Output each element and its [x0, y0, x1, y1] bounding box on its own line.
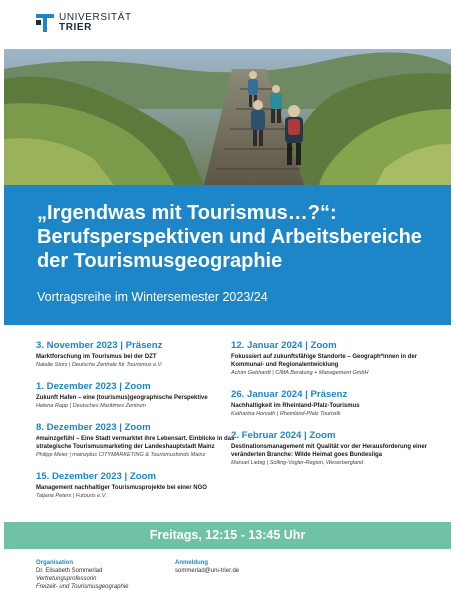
event-speaker: Natalie Stors | Deutsche Zentrale für Tourismus e.V.: [36, 362, 163, 368]
event-title: Management nachhaltiger Tourismusprojekte bei einer NGO: [36, 485, 207, 491]
event-speaker: Manuel Liebig | Solling-Vogler-Region, Weserbergland: [231, 460, 364, 466]
event-date: 8. Dezember 2023 | Zoom: [36, 422, 151, 433]
event-title: #mainzgefühl – Eine Stadt vermarktet ihre Lebensart. Einblicke in das strategische Tourismusmarketing der Landeshauptstadt Mainz: [36, 436, 235, 450]
organisation-heading: Organisation: [36, 560, 74, 566]
event-date: 1. Dezember 2023 | Zoom: [36, 381, 151, 392]
event-item: [231, 340, 446, 377]
event-item: [231, 430, 446, 467]
event-item: [231, 389, 446, 418]
event-title: Nachhaltigkeit im Rheinland-Pfalz-Tourismus: [231, 403, 360, 409]
event-title: Destinationsmanagement mit Qualität vor der Herausforderung einer veränderten Branche: Wilde Heimat goes Bundesliga: [231, 444, 428, 458]
event-date: 15. Dezember 2023 | Zoom: [36, 471, 156, 482]
event-title: Zukunft Hafen – eine (tourismus)geographische Perspektive: [36, 395, 208, 401]
event-date: 3. November 2023 | Präsenz: [36, 340, 163, 351]
event-date: 12. Januar 2024 | Zoom: [231, 340, 337, 351]
organisation-name: Dr. Elisabeth Sommerlad: [36, 568, 103, 574]
time-bar: [4, 522, 451, 549]
event-date: 2. Februar 2024 | Zoom: [231, 430, 336, 441]
event-item: [36, 381, 236, 410]
event-speaker: Tatjana Peters | Futouris e.V.: [36, 493, 107, 499]
events-right-column: [231, 340, 446, 479]
registration-block: [175, 559, 239, 575]
registration-heading: Anmeldung: [175, 560, 208, 566]
organisation-role: Vertretungsprofessorin: [36, 576, 97, 582]
university-logo: [36, 13, 132, 33]
event-item: [36, 471, 236, 500]
hikers-photo: [4, 49, 451, 185]
event-title: Fokussiert auf zukunftsfähige Standorte – Geograph*innen in der Kommunal- und Regionalentwicklung: [231, 354, 418, 368]
event-item: [36, 422, 236, 459]
organisation-department: Freizeit- und Tourismusgeographie: [36, 584, 129, 590]
event-title: Marktforschung im Tourismus bei der DZT: [36, 354, 157, 360]
event-date: 26. Januar 2024 | Präsenz: [231, 389, 348, 400]
university-logo-icon: [36, 14, 54, 32]
event-speaker: Katharina Horvath | Rheinland-Pfalz Touristik: [231, 411, 341, 417]
university-logo-text: [59, 13, 132, 33]
event-speaker: Philipp Meier | mainzplus CITYMARKETING & Tourismusfonds Mainz: [36, 452, 206, 458]
time-text: Freitags, 12:15 - 13:45 Uhr: [149, 528, 306, 542]
organisation-block: [36, 559, 129, 591]
event-speaker: Helena Rapp | Deutsches Maritimes Zentrum: [36, 403, 146, 409]
title-banner: [4, 185, 451, 325]
poster-subtitle: Vortragsreihe im Wintersemester 2023/24: [37, 290, 268, 304]
event-item: [36, 340, 236, 369]
registration-email[interactable]: sommerlad@uni-trier.de: [175, 568, 240, 574]
logo-line-1: UNIVERSITÄT: [59, 12, 132, 23]
event-speaker: Achim Gebhardt | CIMA Beratung + Management GmbH: [231, 370, 369, 376]
logo-line-2: TRIER: [59, 22, 92, 33]
poster-title: „Irgendwas mit Tourismus…?“: Berufsperspektiven und Arbeitsbereiche der Tourismusgeographie: [37, 202, 422, 272]
events-left-column: [36, 340, 236, 512]
